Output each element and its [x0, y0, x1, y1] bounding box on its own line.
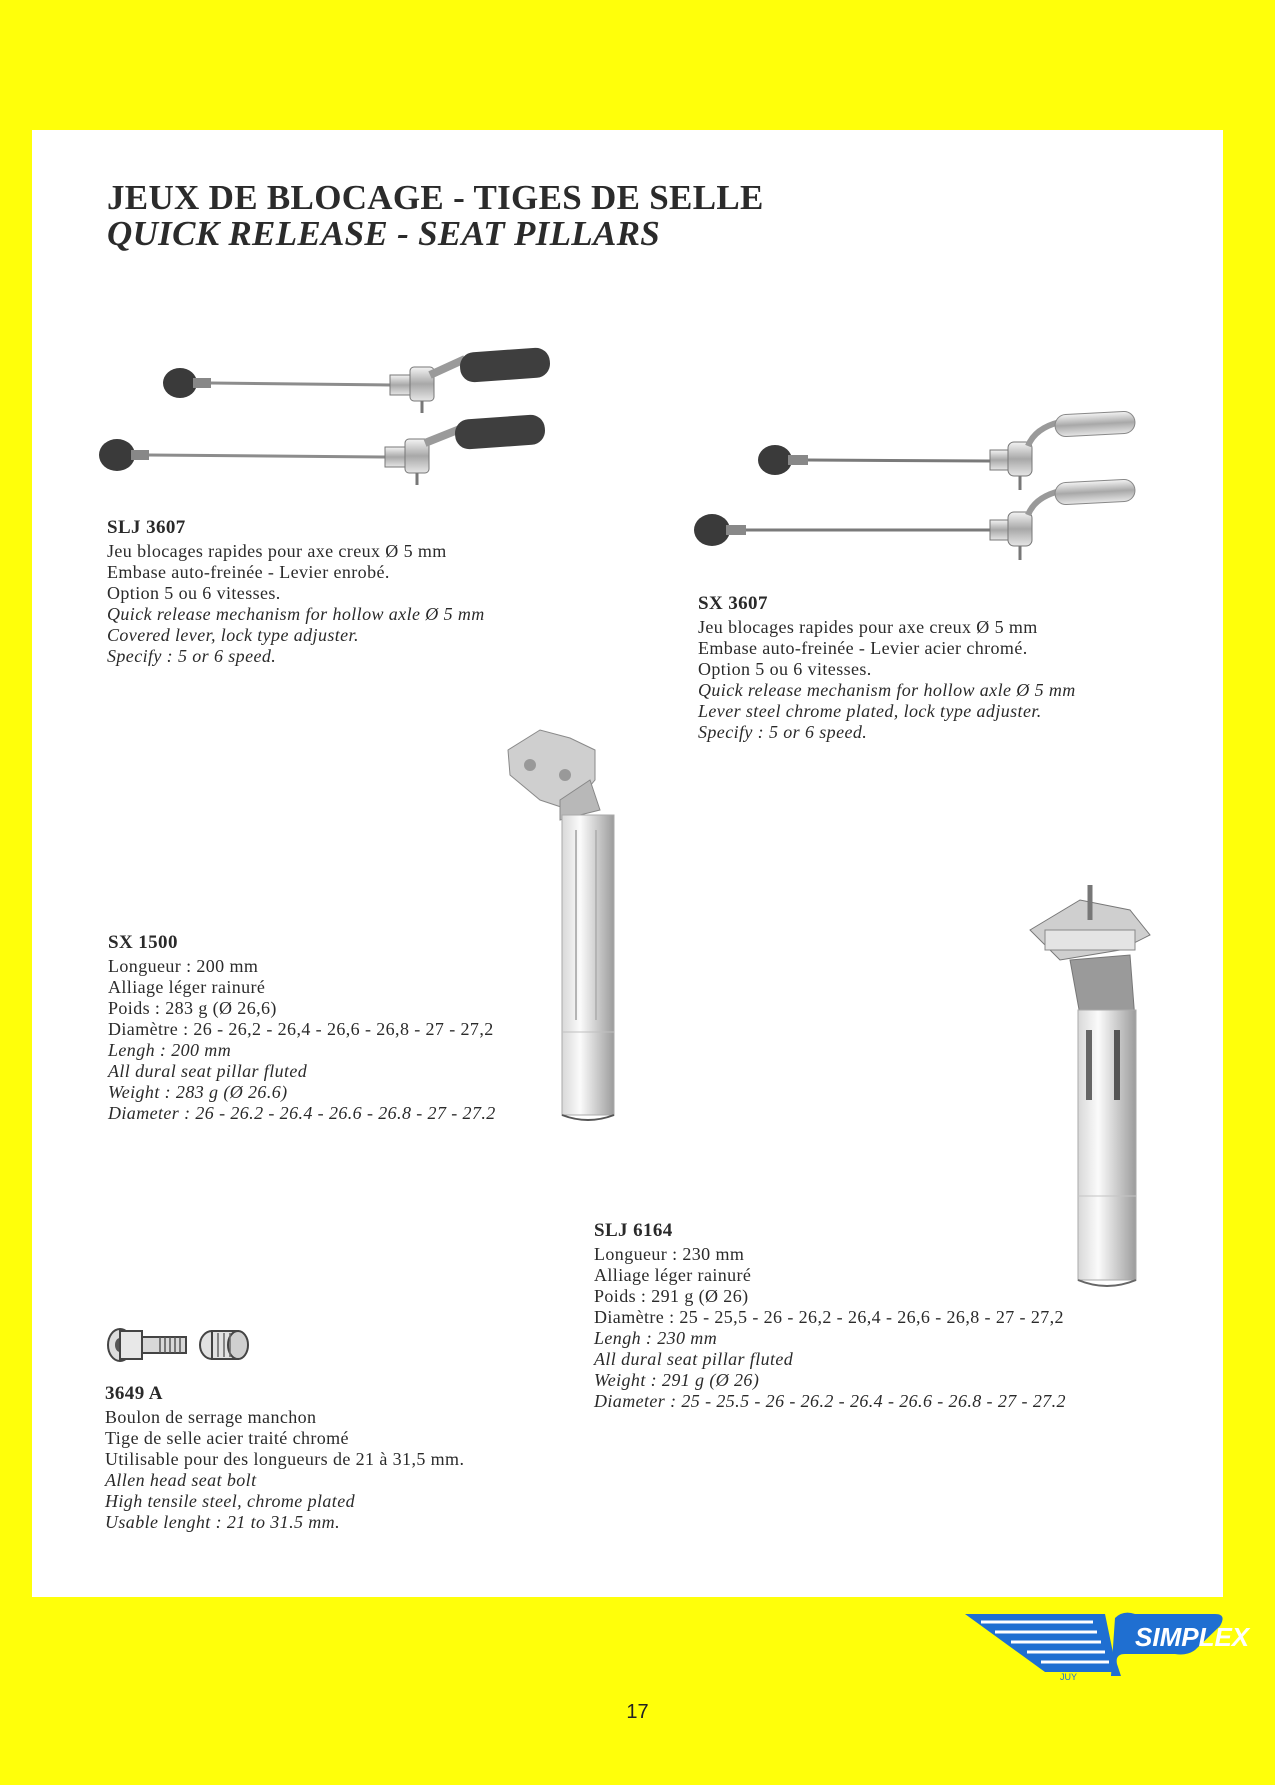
description-line: Specify : 5 or 6 speed.: [107, 646, 277, 666]
logo-text: SIMPLEX: [1135, 1622, 1250, 1652]
sx3607-product-image: [690, 410, 1150, 570]
sx1500-product-image: [500, 720, 630, 1130]
description-line: Weight : 283 g (Ø 26.6): [108, 1082, 288, 1102]
description-line: Diamètre : 25 - 25,5 - 26 - 26,2 - 26,4 - 26,6 - 26,8 - 27 - 27,2: [594, 1307, 1064, 1327]
description-line: Alliage léger rainuré: [108, 977, 266, 997]
p3649a-description: [105, 1383, 464, 1533]
page-number: 17: [626, 1701, 649, 1723]
product-code: SLJ 6164: [594, 1220, 673, 1241]
description-line: Lengh : 230 mm: [594, 1328, 718, 1348]
description-line: Option 5 ou 6 vitesses.: [107, 583, 281, 603]
slj6164-description: [594, 1220, 1066, 1412]
slj3607-product-image: [105, 345, 565, 505]
product-code: SLJ 3607: [107, 517, 186, 538]
sx1500-description: [108, 932, 496, 1124]
description-line: Tige de selle acier traité chromé: [105, 1428, 349, 1448]
description-line: Usable lenght : 21 to 31.5 mm.: [105, 1512, 340, 1532]
product-code: SX 3607: [698, 593, 768, 614]
page-title-french: JEUX DE BLOCAGE - TIGES DE SELLE: [107, 178, 764, 217]
page-title-english: QUICK RELEASE - SEAT PILLARS: [107, 214, 661, 253]
description-line: Lengh : 200 mm: [108, 1040, 232, 1060]
description-line: Quick release mechanism for hollow axle Ø 5 mm: [107, 604, 485, 624]
p3649a-product-image: [108, 1325, 258, 1365]
description-line: High tensile steel, chrome plated: [105, 1491, 355, 1511]
description-line: Jeu blocages rapides pour axe creux Ø 5 mm: [107, 541, 447, 561]
description-line: Covered lever, lock type adjuster.: [107, 625, 359, 645]
description-line: Boulon de serrage manchon: [105, 1407, 317, 1427]
slj3607-description: [107, 517, 485, 667]
description-line: Longueur : 230 mm: [594, 1244, 745, 1264]
description-line: Utilisable pour des longueurs de 21 à 31,5 mm.: [105, 1449, 465, 1469]
description-line: Embase auto-freinée - Levier acier chromé.: [698, 638, 1028, 658]
description-line: Lever steel chrome plated, lock type adjuster.: [698, 701, 1042, 721]
sx3607-description: [698, 593, 1076, 743]
description-line: All dural seat pillar fluted: [594, 1349, 794, 1369]
product-code: SX 1500: [108, 932, 178, 953]
description-line: Alliage léger rainuré: [594, 1265, 752, 1285]
description-line: Specify : 5 or 6 speed.: [698, 722, 868, 742]
description-line: Diameter : 26 - 26.2 - 26.4 - 26.6 - 26.8 - 27 - 27.2: [108, 1103, 496, 1123]
description-line: Option 5 ou 6 vitesses.: [698, 659, 872, 679]
product-code: 3649 A: [105, 1383, 163, 1404]
description-line: Poids : 291 g (Ø 26): [594, 1286, 749, 1306]
description-line: Quick release mechanism for hollow axle Ø 5 mm: [698, 680, 1076, 700]
description-line: Allen head seat bolt: [105, 1470, 257, 1490]
description-line: Longueur : 200 mm: [108, 956, 259, 976]
simplex-logo: [965, 1610, 1250, 1682]
description-line: Diamètre : 26 - 26,2 - 26,4 - 26,6 - 26,8 - 27 - 27,2: [108, 1019, 494, 1039]
description-line: Diameter : 25 - 25.5 - 26 - 26.2 - 26.4 - 26.6 - 26.8 - 27 - 27.2: [594, 1391, 1066, 1411]
description-line: Poids : 283 g (Ø 26,6): [108, 998, 277, 1018]
description-line: All dural seat pillar fluted: [108, 1061, 308, 1081]
logo-subtext: JUY: [1060, 1672, 1078, 1682]
description-line: Embase auto-freinée - Levier enrobé.: [107, 562, 390, 582]
description-line: Weight : 291 g (Ø 26): [594, 1370, 760, 1390]
description-line: Jeu blocages rapides pour axe creux Ø 5 mm: [698, 617, 1038, 637]
